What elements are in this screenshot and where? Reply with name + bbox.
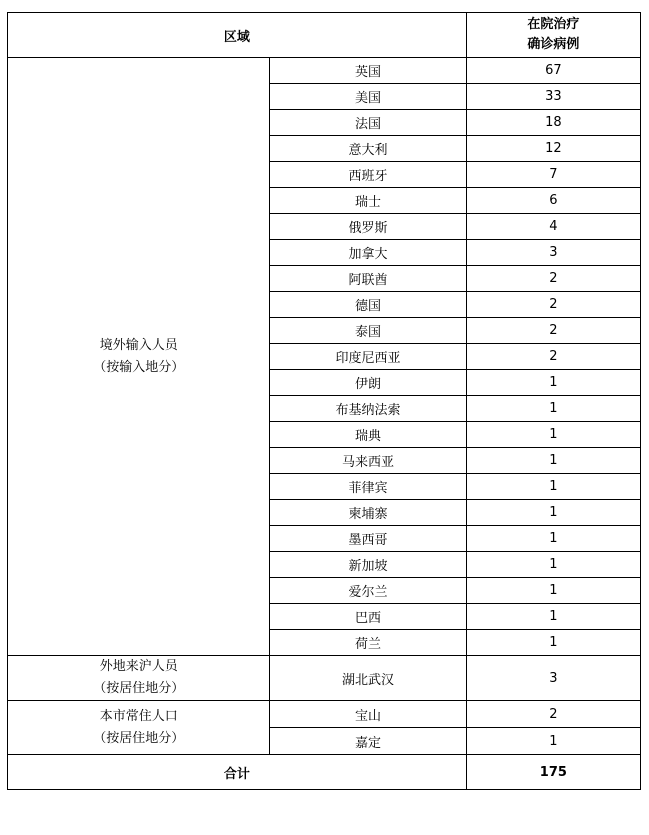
case-count: 1 <box>466 396 640 422</box>
case-count: 2 <box>466 292 640 318</box>
group-label-line1: 境外输入人员 <box>99 337 178 353</box>
case-count: 1 <box>466 604 640 630</box>
case-count: 1 <box>466 500 640 526</box>
group-label <box>8 701 270 755</box>
case-count: 4 <box>466 214 640 240</box>
location-name: 西班牙 <box>270 162 466 188</box>
location-name: 马来西亚 <box>270 448 466 474</box>
total-label: 合计 <box>8 755 467 790</box>
region-header: 区域 <box>8 13 467 58</box>
table-body <box>8 58 641 755</box>
group-label-line2: （按居住地分） <box>93 730 185 746</box>
location-name: 宝山 <box>270 701 466 728</box>
count-header <box>466 13 640 58</box>
case-count: 1 <box>466 474 640 500</box>
location-name: 英国 <box>270 58 466 84</box>
case-count: 33 <box>466 84 640 110</box>
location-name: 嘉定 <box>270 728 466 755</box>
location-name: 德国 <box>270 292 466 318</box>
case-count: 1 <box>466 526 640 552</box>
location-name: 柬埔寨 <box>270 500 466 526</box>
case-count: 3 <box>466 240 640 266</box>
location-name: 加拿大 <box>270 240 466 266</box>
header-row <box>8 13 641 58</box>
table-row <box>8 656 641 701</box>
case-count: 67 <box>466 58 640 84</box>
count-header-line2: 确诊病例 <box>527 37 580 52</box>
group-label <box>8 58 270 656</box>
case-count: 2 <box>466 266 640 292</box>
case-count: 1 <box>466 630 640 656</box>
location-name: 阿联酋 <box>270 266 466 292</box>
table-row <box>8 58 641 84</box>
location-name: 湖北武汉 <box>270 656 466 701</box>
case-count: 12 <box>466 136 640 162</box>
total-value: 175 <box>466 755 640 790</box>
case-count: 1 <box>466 448 640 474</box>
case-count: 3 <box>466 656 640 701</box>
location-name: 印度尼西亚 <box>270 344 466 370</box>
table-wrapper <box>7 12 641 790</box>
case-count: 1 <box>466 422 640 448</box>
case-count: 2 <box>466 318 640 344</box>
location-name: 菲律宾 <box>270 474 466 500</box>
location-name: 新加坡 <box>270 552 466 578</box>
group-label-line1: 外地来沪人员 <box>99 659 178 674</box>
case-count: 2 <box>466 344 640 370</box>
case-count: 6 <box>466 188 640 214</box>
group-label <box>8 656 270 701</box>
count-header-line1: 在院治疗 <box>527 17 580 32</box>
location-name: 美国 <box>270 84 466 110</box>
location-name: 瑞典 <box>270 422 466 448</box>
location-name: 爱尔兰 <box>270 578 466 604</box>
case-table <box>7 12 641 790</box>
group-label-line2: （按输入地分） <box>93 359 185 375</box>
location-name: 意大利 <box>270 136 466 162</box>
table-row <box>8 701 641 728</box>
location-name: 伊朗 <box>270 370 466 396</box>
case-count: 2 <box>466 701 640 728</box>
location-name: 荷兰 <box>270 630 466 656</box>
case-count: 1 <box>466 578 640 604</box>
location-name: 法国 <box>270 110 466 136</box>
case-count: 1 <box>466 728 640 755</box>
group-label-line2: （按居住地分） <box>93 681 185 696</box>
case-count: 1 <box>466 552 640 578</box>
location-name: 巴西 <box>270 604 466 630</box>
location-name: 瑞士 <box>270 188 466 214</box>
location-name: 布基纳法索 <box>270 396 466 422</box>
location-name: 泰国 <box>270 318 466 344</box>
case-count: 7 <box>466 162 640 188</box>
case-count: 1 <box>466 370 640 396</box>
total-row <box>8 755 641 790</box>
location-name: 俄罗斯 <box>270 214 466 240</box>
location-name: 墨西哥 <box>270 526 466 552</box>
group-label-line1: 本市常住人口 <box>99 708 178 724</box>
case-count: 18 <box>466 110 640 136</box>
